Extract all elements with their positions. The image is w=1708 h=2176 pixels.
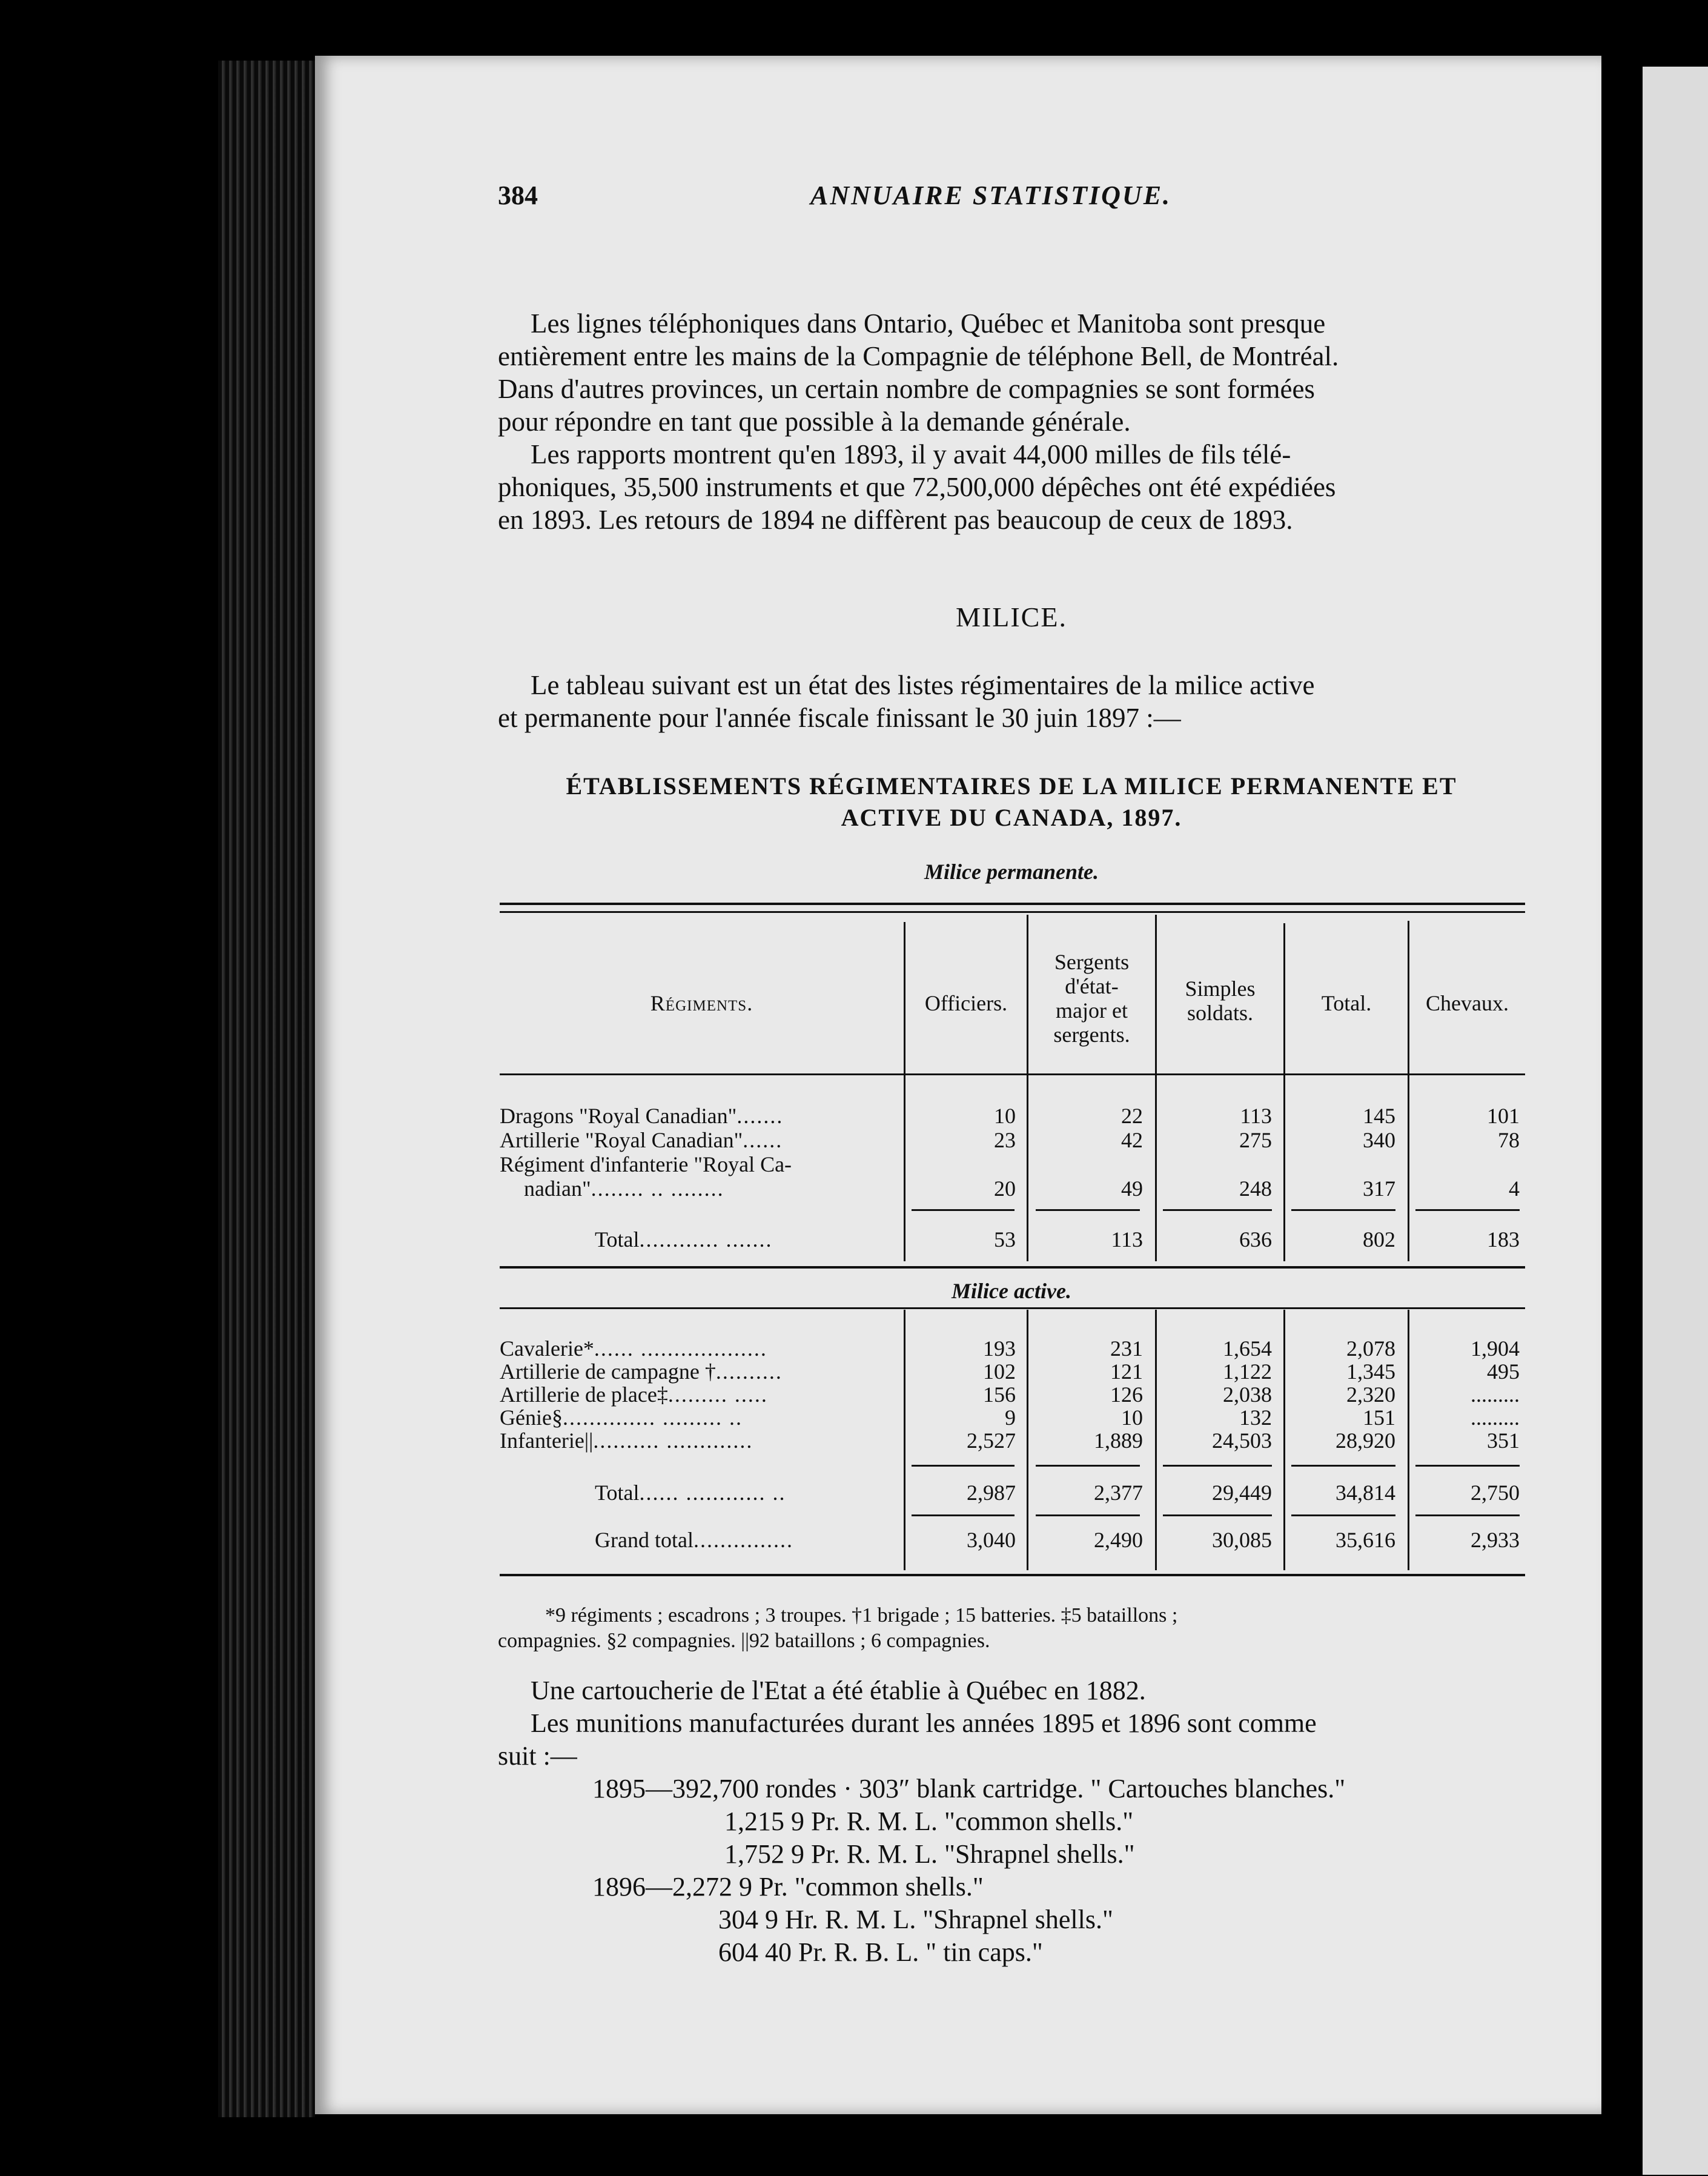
col-header-regiments: Régiments. bbox=[650, 991, 753, 1015]
cell-total: 34,814 bbox=[1336, 1481, 1395, 1505]
cell-sergents: 231 bbox=[1110, 1336, 1143, 1361]
table-subtitle-active: Milice active. bbox=[952, 1279, 1071, 1303]
cell-officiers: 9 bbox=[1005, 1405, 1016, 1430]
footnote-line-2: compagnies. §2 compagnies. ||92 bataillons ; 6 compagnies. bbox=[498, 1630, 990, 1652]
col-header-chevaux: Chevaux. bbox=[1426, 991, 1509, 1015]
sum-rule bbox=[1415, 1209, 1520, 1211]
sum-rule bbox=[1291, 1514, 1395, 1516]
ammo-line: 1,752 9 Pr. R. M. L. "Shrapnel shells." bbox=[724, 1839, 1135, 1869]
cell-total: 1,345 bbox=[1346, 1359, 1395, 1384]
row-label: Cavalerie*...... ................... bbox=[500, 1336, 767, 1361]
cell-sergents: 113 bbox=[1111, 1227, 1143, 1252]
cell-soldats: 113 bbox=[1240, 1104, 1272, 1128]
col-divider-5 bbox=[1408, 921, 1409, 1261]
sum-rule bbox=[912, 1514, 1015, 1516]
facing-page-edge bbox=[1643, 67, 1708, 2175]
closing-paragraph-2-cont: suit :— bbox=[498, 1741, 577, 1771]
row-label: Génie§.............. ......... .. bbox=[500, 1405, 743, 1430]
table-bottom-rule bbox=[500, 1574, 1525, 1576]
cell-total: 802 bbox=[1363, 1227, 1395, 1252]
page-number: 384 bbox=[498, 181, 538, 210]
col-header-total: Total. bbox=[1321, 991, 1372, 1015]
sum-rule bbox=[1415, 1514, 1520, 1516]
cell-soldats: 1,654 bbox=[1223, 1336, 1272, 1361]
cell-officiers: 10 bbox=[994, 1104, 1016, 1128]
cell-total: 2,320 bbox=[1346, 1382, 1395, 1407]
sum-rule bbox=[912, 1465, 1015, 1467]
cell-chevaux: 78 bbox=[1498, 1128, 1520, 1152]
cell-soldats: 275 bbox=[1239, 1128, 1272, 1152]
sum-rule bbox=[1163, 1465, 1272, 1467]
cell-officiers: 3,040 bbox=[967, 1528, 1016, 1552]
cell-chevaux: 2,933 bbox=[1471, 1528, 1520, 1552]
cell-soldats: 24,503 bbox=[1212, 1428, 1272, 1453]
cell-officiers: 193 bbox=[983, 1336, 1016, 1361]
section-paragraph: Le tableau suivant est un état des listes régimentaires de la milice active et permanente pour l'année fiscale finissant le 30 juin 1897 :— bbox=[498, 670, 1315, 733]
sum-rule bbox=[1163, 1209, 1272, 1211]
cell-soldats: 1,122 bbox=[1223, 1359, 1272, 1384]
cell-soldats: 636 bbox=[1239, 1227, 1272, 1252]
row-label: Artillerie de place‡......... ..... bbox=[500, 1382, 768, 1407]
closing-paragraph-2: Les munitions manufacturées durant les années 1895 et 1896 sont comme bbox=[531, 1708, 1317, 1738]
sum-rule bbox=[1291, 1209, 1395, 1211]
cell-sergents: 2,490 bbox=[1094, 1528, 1143, 1552]
cell-chevaux: 183 bbox=[1487, 1227, 1520, 1252]
row-label: Infanterie||.......... ............. bbox=[500, 1428, 753, 1453]
cell-officiers: 156 bbox=[983, 1382, 1016, 1407]
intro-paragraph-2: Les rapports montrent qu'en 1893, il y avait 44,000 milles de fils télé- phoniques, 35,500 instruments et que 72,500,000 dépêches ont été expédiées en 1893. Les retours de 1894 ne diffèrent pas beaucoup de ceux de 1893. bbox=[498, 439, 1336, 535]
sum-rule bbox=[1036, 1514, 1140, 1516]
cell-chevaux: 101 bbox=[1487, 1104, 1520, 1128]
running-title: ANNUAIRE STATISTIQUE. bbox=[810, 181, 1172, 210]
cell-sergents: 126 bbox=[1110, 1382, 1143, 1407]
cell-chevaux: 1,904 bbox=[1471, 1336, 1520, 1361]
cell-soldats: 132 bbox=[1239, 1405, 1272, 1430]
ammo-line: 1895—392,700 rondes · 303″ blank cartridge. " Cartouches blanches." bbox=[592, 1774, 1346, 1803]
cell-soldats: 248 bbox=[1239, 1176, 1272, 1201]
sum-rule bbox=[1415, 1465, 1520, 1467]
cell-soldats: 29,449 bbox=[1212, 1481, 1272, 1505]
cell-officiers: 20 bbox=[994, 1176, 1016, 1201]
section-heading: MILICE. bbox=[956, 602, 1067, 632]
table-subtitle-permanent: Milice permanente. bbox=[924, 860, 1099, 884]
col-divider-3 bbox=[1155, 915, 1157, 1261]
cell-total: 28,920 bbox=[1336, 1428, 1395, 1453]
active-top-rule bbox=[500, 1307, 1525, 1309]
ammo-line: 604 40 Pr. R. B. L. " tin caps." bbox=[718, 1937, 1043, 1967]
cell-chevaux: ......... bbox=[1471, 1405, 1520, 1430]
cell-total: 340 bbox=[1363, 1128, 1395, 1152]
table-title-line-1: ÉTABLISSEMENTS RÉGIMENTAIRES DE LA MILICE PERMANENTE ET bbox=[566, 772, 1457, 800]
cell-officiers: 102 bbox=[983, 1359, 1016, 1384]
cell-officiers: 53 bbox=[994, 1227, 1016, 1252]
table-top-rule-2 bbox=[500, 911, 1525, 913]
col-header-soldats: Simples soldats. bbox=[1185, 977, 1256, 1025]
sum-rule bbox=[1163, 1514, 1272, 1516]
cell-chevaux: 2,750 bbox=[1471, 1481, 1520, 1505]
permanent-bottom-rule bbox=[500, 1266, 1525, 1269]
cell-officiers: 2,987 bbox=[967, 1481, 1016, 1505]
row-label: Total............ ....... bbox=[595, 1227, 773, 1252]
col-divider-4 bbox=[1283, 923, 1285, 1261]
sum-rule bbox=[1291, 1465, 1395, 1467]
footnote-line-1: *9 régiments ; escadrons ; 3 troupes. †1 brigade ; 15 batteries. ‡5 bataillons ; bbox=[545, 1604, 1178, 1627]
table-title-line-2: ACTIVE DU CANADA, 1897. bbox=[841, 804, 1182, 831]
intro-paragraph-1: Les lignes téléphoniques dans Ontario, Québec et Manitoba sont presque entièrement entre les mains de la Compagnie de téléphone Bell, de Montréal. Dans d'autres provinces, un certain nombre de compagnies se sont formées pour répondre en tant que possible à la demande générale. bbox=[498, 308, 1339, 437]
row-label: Dragons "Royal Canadian"....... bbox=[500, 1104, 784, 1128]
cell-officiers: 23 bbox=[994, 1128, 1016, 1152]
row-label: Régiment d'infanterie "Royal Ca- bbox=[500, 1152, 792, 1176]
table-top-rule bbox=[500, 903, 1525, 905]
cell-sergents: 2,377 bbox=[1094, 1481, 1143, 1505]
book-binding bbox=[218, 61, 315, 2117]
ammo-line: 1896—2,272 9 Pr. "common shells." bbox=[592, 1872, 984, 1902]
cell-chevaux: 495 bbox=[1487, 1359, 1520, 1384]
row-label: Total...... ............ .. bbox=[595, 1481, 786, 1505]
cell-sergents: 42 bbox=[1121, 1128, 1143, 1152]
sum-rule bbox=[1036, 1209, 1140, 1211]
cell-sergents: 121 bbox=[1110, 1359, 1143, 1384]
cell-soldats: 30,085 bbox=[1212, 1528, 1272, 1552]
ammo-line: 304 9 Hr. R. M. L. "Shrapnel shells." bbox=[718, 1905, 1113, 1934]
cell-sergents: 22 bbox=[1121, 1104, 1143, 1128]
ammo-line: 1,215 9 Pr. R. M. L. "common shells." bbox=[724, 1806, 1134, 1836]
cell-sergents: 49 bbox=[1121, 1176, 1143, 1201]
col-divider-1 bbox=[904, 922, 905, 1261]
cell-total: 2,078 bbox=[1346, 1336, 1395, 1361]
row-label: Grand total............... bbox=[595, 1528, 793, 1552]
sum-rule bbox=[912, 1209, 1015, 1211]
cell-sergents: 10 bbox=[1121, 1405, 1143, 1430]
col-header-officiers: Officiers. bbox=[924, 991, 1008, 1015]
row-label-continued: nadian"........ .. ........ bbox=[524, 1176, 724, 1201]
closing-paragraph-1: Une cartoucherie de l'Etat a été établie à Québec en 1882. bbox=[531, 1676, 1146, 1705]
header-bottom-rule bbox=[500, 1073, 1525, 1075]
book-page bbox=[315, 56, 1601, 2114]
cell-chevaux: ......... bbox=[1471, 1382, 1520, 1407]
row-label: Artillerie de campagne †.......... bbox=[500, 1359, 783, 1384]
sum-rule bbox=[1036, 1465, 1140, 1467]
cell-total: 151 bbox=[1363, 1405, 1395, 1430]
cell-sergents: 1,889 bbox=[1094, 1428, 1143, 1453]
cell-total: 317 bbox=[1363, 1176, 1395, 1201]
cell-officiers: 2,527 bbox=[967, 1428, 1016, 1453]
cell-soldats: 2,038 bbox=[1223, 1382, 1272, 1407]
cell-chevaux: 4 bbox=[1509, 1176, 1520, 1201]
row-label: Artillerie "Royal Canadian"...... bbox=[500, 1128, 783, 1152]
col-header-sergents: Sergents d'état- major et sergents. bbox=[1053, 950, 1130, 1047]
cell-total: 35,616 bbox=[1336, 1528, 1395, 1552]
cell-chevaux: 351 bbox=[1487, 1428, 1520, 1453]
cell-total: 145 bbox=[1363, 1104, 1395, 1128]
